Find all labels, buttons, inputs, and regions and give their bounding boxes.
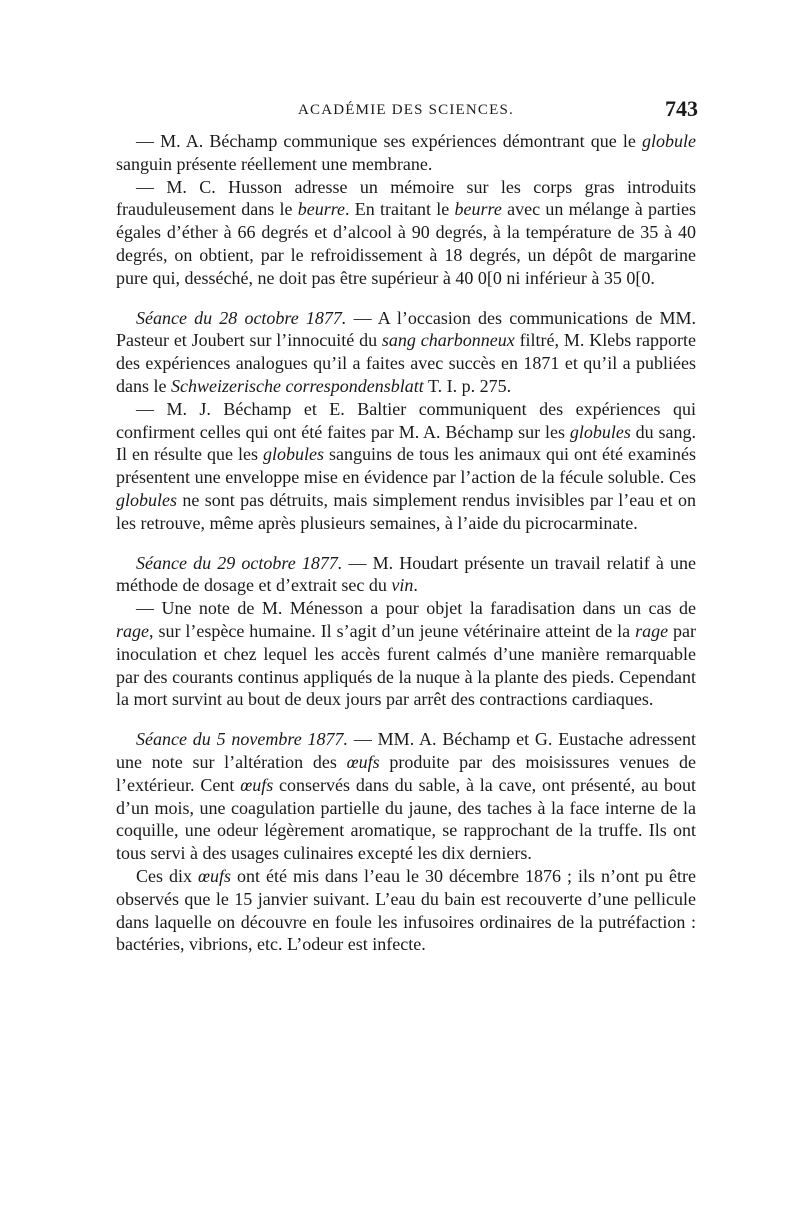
page-number: 743 — [665, 96, 698, 121]
book-page — [116, 96, 696, 956]
session-date: Séance du 5 novembre 1877. — [136, 729, 349, 750]
session-date: Séance du 28 octobre 1877. — [136, 307, 347, 328]
session-date: Séance du 29 octobre 1877. — [136, 552, 343, 573]
paragraph-seance-5-novembre: Séance du 5 novembre 1877. — MM. A. Béchamp et G. Eustache adressent une note sur l’altération des œufs produite par des moisissures venues de l’extérieur. Cent œufs conservés dans du sable, à la cave, ont présenté, au bout d’un mois, une coagulation partielle du jaune, des taches à la face interne de la coquille, une odeur légèrement aromatique, se rapprochant de la truffe. Ils ont tous servi à des usages culinaires excepté les dix derniers. — [116, 729, 696, 864]
running-title: ACADÉMIE DES SCIENCES. — [298, 102, 514, 118]
page-header — [116, 96, 696, 130]
paragraph-dix-oeufs: Ces dix œufs ont été mis dans l’eau le 30 décembre 1876 ; ils n’ont pu être observés que le 15 janvier suivant. L’eau du bain est recouverte d’une pellicule dans laquelle on découvre en foule les infusoires ordinaires de la putréfaction : bactéries, vibrions, etc. L’odeur est infecte. — [116, 865, 696, 955]
paragraph-bechamp-membrane: — M. A. Béchamp communique ses expériences démontrant que le globule sanguin présente réellement une membrane. — [116, 131, 697, 174]
paragraph-husson-beurre: — M. C. Husson adresse un mémoire sur les corps gras introduits frauduleusement dans le beurre. En traitant le beurre avec un mélange à parties égales d’éther à 66 degrés et d’alcool à 90 degrés, à la température de 35 à 40 degrés, on obtient, par le refroidissement à 18 degrés, un dépôt de margarine pure qui, desséché, ne doit pas être supérieur à 40 0[0 ni inférieur à 35 0[0. — [116, 176, 697, 288]
paragraph-seance-28-octobre: Séance du 28 octobre 1877. — A l’occasion des communications de MM. Pasteur et Joubert sur l’innocuité du sang charbonneux filtré, M. Klebs rapporte des expériences analogues qu’il a faites avec succès en 1871 et qu’il a publiées dans le Schweizerische correspondensblatt T. I. p. 275. — [116, 307, 696, 396]
paragraph-globules-sang: — M. J. Béchamp et E. Baltier communiquent des expériences qui confirment celles qui ont été faites par M. A. Béchamp sur les globules du sang. Il en résulte que les globules sanguins de tous les animaux qui ont été examinés présentent une enveloppe mise en évidence par l’action de la fécule soluble. Ces globules ne sont pas détruits, mais simplement rendus invisibles par l’eau et on les retrouve, même après plusieurs semaines, à l’aide du picrocarminate. — [116, 398, 696, 533]
paragraph-menesson-rage: — Une note de M. Ménesson a pour objet la faradisation dans un cas de rage, sur l’espèce humaine. Il s’agit d’un jeune vétérinaire atteint de la rage par inoculation et chez lequel les accès furent calmés d’une manière remarquable par des courants continus appliqués de la nuque à la plante des pieds. Cependant la mort survint au bout de deux jours par arrêt des contractions cardiaques. — [116, 598, 697, 710]
paragraph-seance-29-octobre: Séance du 29 octobre 1877. — M. Houdart présente un travail relatif à une méthode de dosage et d’extrait sec du vin. — [116, 552, 696, 596]
